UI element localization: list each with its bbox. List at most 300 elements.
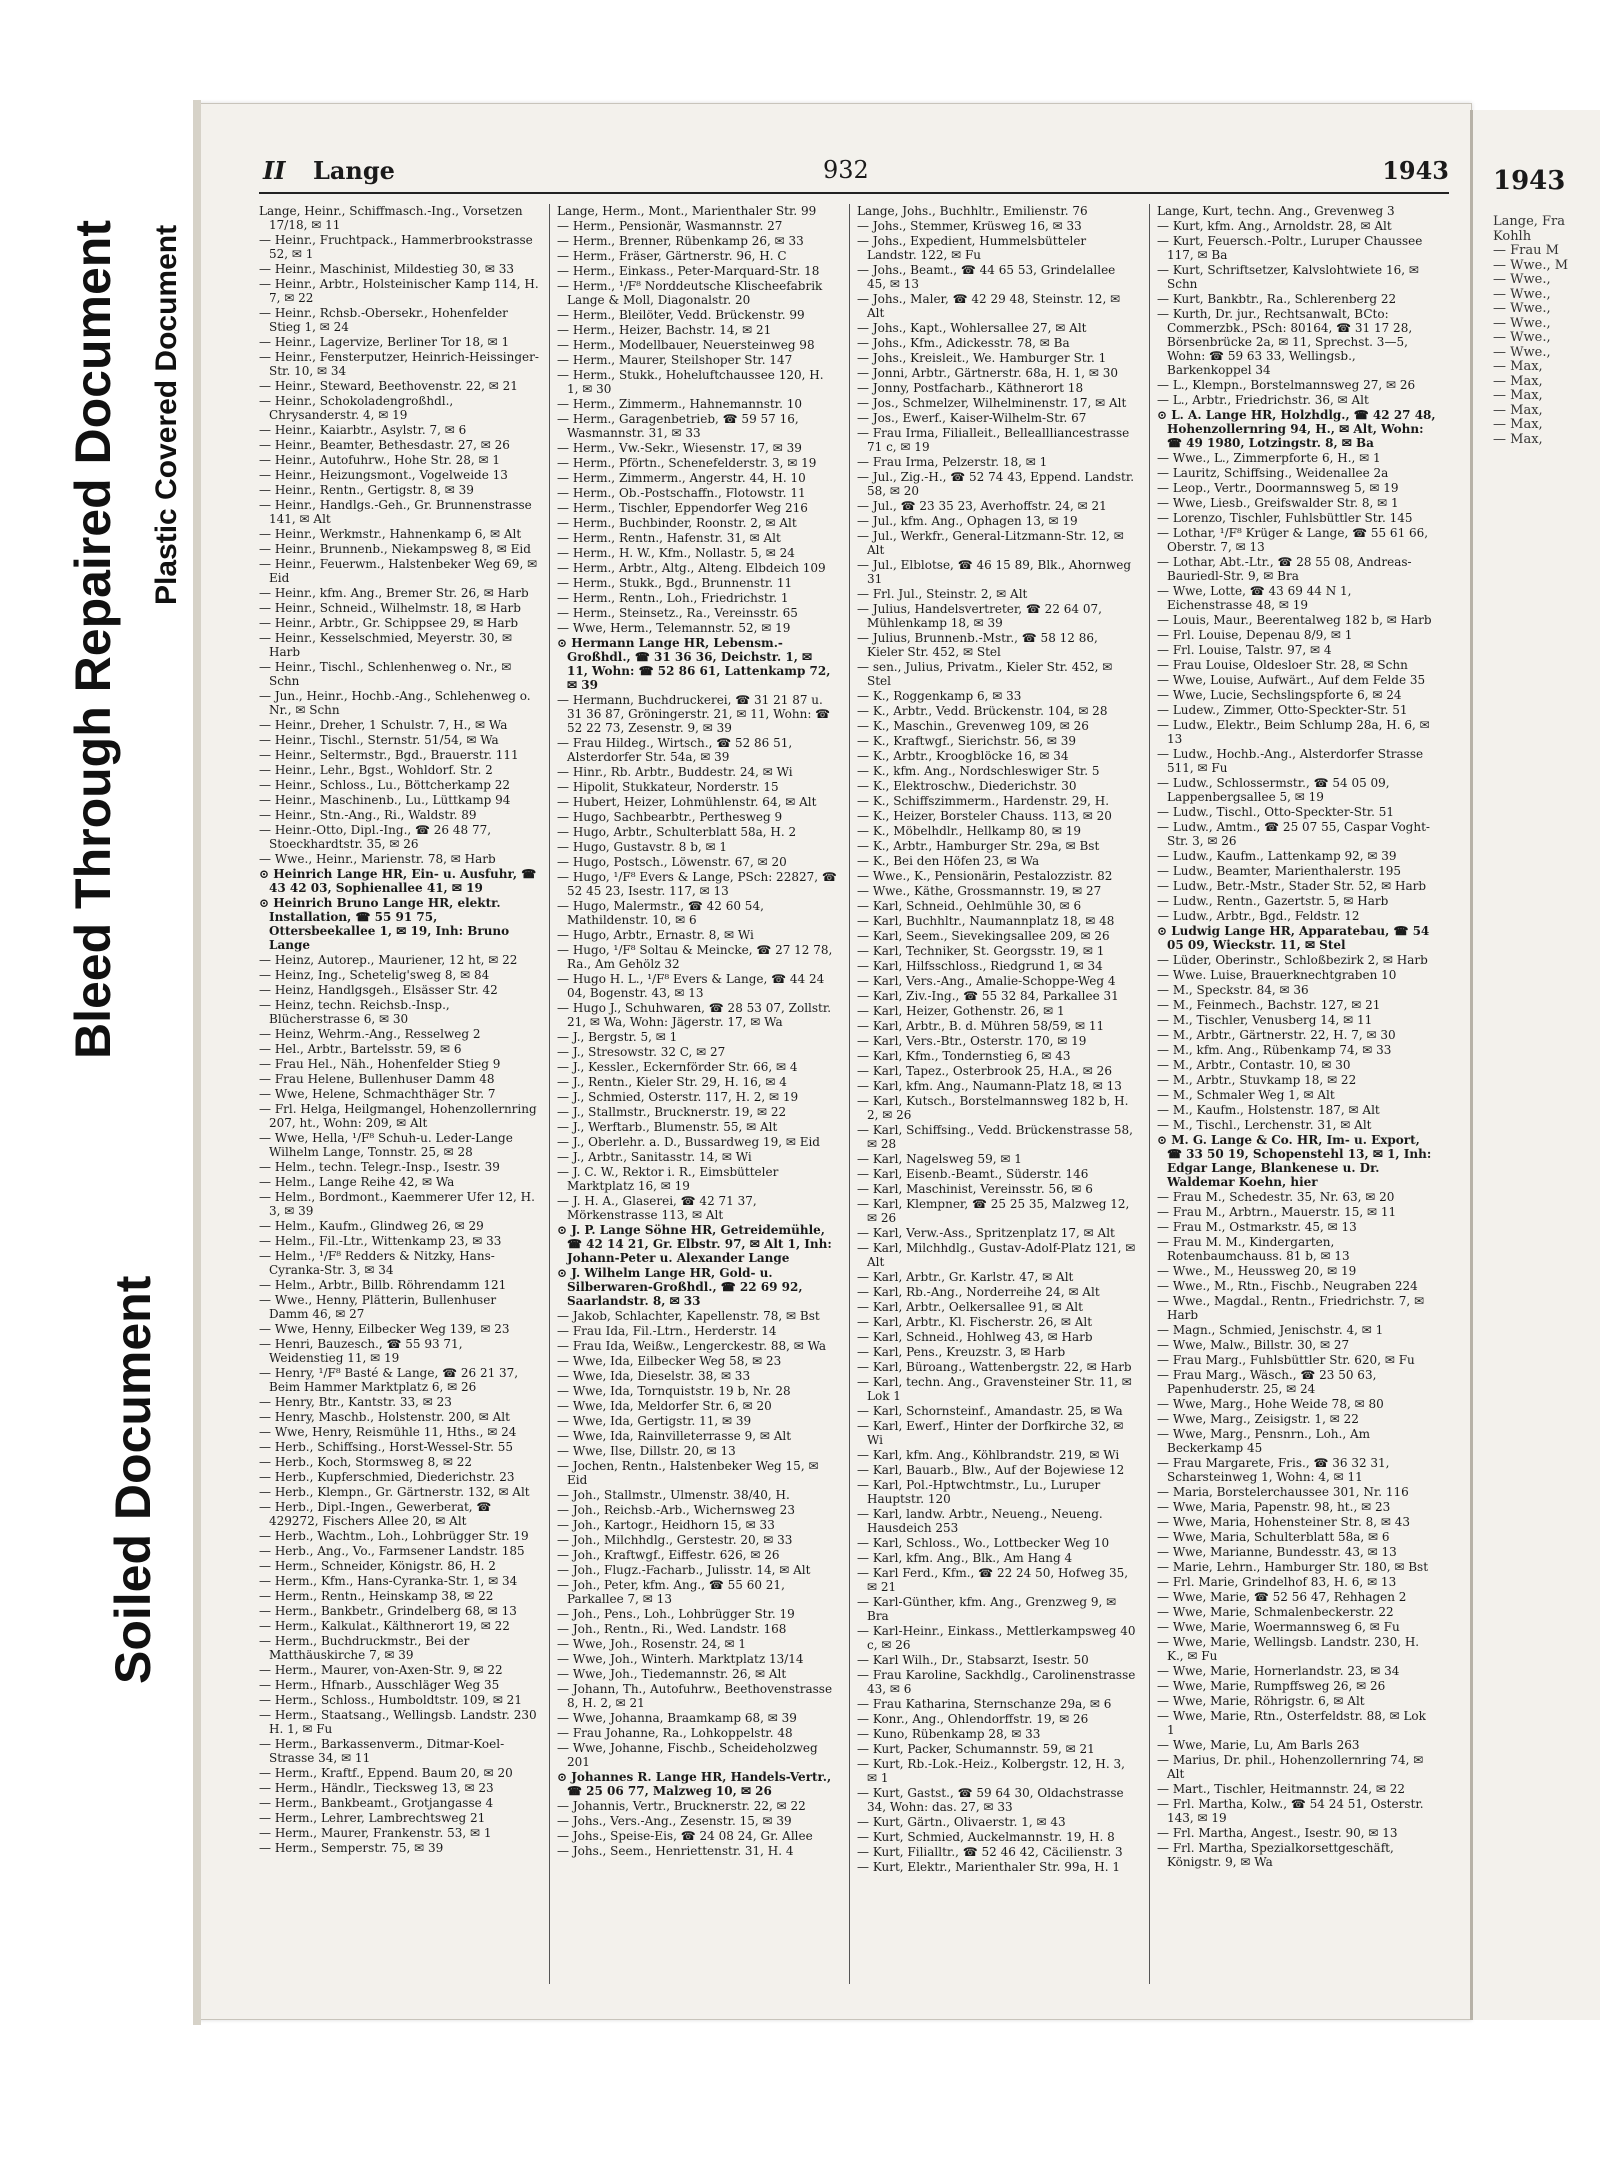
directory-entry: — M., Speckstr. 84, ✉ 36 bbox=[1157, 983, 1309, 997]
directory-entry: — Wwe, Joh., Tiedemannstr. 26, ✉ Alt bbox=[557, 1667, 787, 1681]
directory-entry: — Wwe, Henny, Eilbecker Weg 139, ✉ 23 bbox=[259, 1322, 510, 1336]
directory-entry: — Herm., Hfnarb., Ausschläger Weg 35 bbox=[259, 1678, 500, 1692]
directory-entry: — Herm., Stukk., Bgd., Brunnenstr. 11 bbox=[557, 576, 793, 590]
next-page-line: Lange, Fra bbox=[1493, 214, 1566, 229]
directory-entry: — Heinz, techn. Reichsb.-Insp., Blücherstrasse 6, ✉ 30 bbox=[259, 998, 450, 1026]
directory-entry: — Wwe, Ida, Meldorfer Str. 6, ✉ 20 bbox=[557, 1399, 772, 1413]
directory-entry: — Karl, Schornsteinf., Amandastr. 25, ✉ Wa bbox=[857, 1404, 1123, 1418]
directory-entry: — Helm., techn. Telegr.-Insp., Isestr. 39 bbox=[259, 1160, 500, 1174]
directory-entry: — Jul., kfm. Ang., Ophagen 13, ✉ 19 bbox=[857, 514, 1078, 528]
directory-entry: — Hugo J., Schuhwaren, ☎ 28 53 07, Zollstr. 21, ✉ Wa, Wohn: Jägerstr. 17, ✉ Wa bbox=[557, 1001, 832, 1029]
directory-entry: — Kurt, Feuersch.-Poltr., Luruper Chaussee 117, ✉ Ba bbox=[1157, 234, 1423, 262]
directory-entry: — Heinr., Arbtr., Holsteinischer Kamp 114, H. 7, ✉ 22 bbox=[259, 277, 539, 305]
directory-entry: — Frl. Martha, Kolw., ☎ 54 24 51, Osterstr. 143, ✉ 19 bbox=[1157, 1797, 1424, 1825]
directory-entry: — Karl, kfm. Ang., Naumann-Platz 18, ✉ 13 bbox=[857, 1079, 1122, 1093]
directory-entry: — Ludw., Kaufm., Lattenkamp 92, ✉ 39 bbox=[1157, 849, 1397, 863]
directory-entry: — Karl, Arbtr., Gr. Karlstr. 47, ✉ Alt bbox=[857, 1270, 1074, 1284]
next-page-line: — Frau M bbox=[1493, 243, 1559, 258]
directory-entry: — Hinr., Rb. Arbtr., Buddestr. 24, ✉ Wi bbox=[557, 765, 793, 779]
directory-entry: — Henry, Btr., Kantstr. 33, ✉ 23 bbox=[259, 1395, 452, 1409]
directory-entry: — Karl, Rb.-Ang., Norderreihe 24, ✉ Alt bbox=[857, 1285, 1100, 1299]
directory-entry: — Heinz, Autorep., Mauriener, 12 ht, ✉ 22 bbox=[259, 953, 518, 967]
directory-entry: — Herm., Pensionär, Wasmannstr. 27 bbox=[557, 219, 783, 233]
directory-entry: — J. C. W., Rektor i. R., Eimsbütteler Marktplatz 16, ✉ 19 bbox=[557, 1165, 779, 1193]
directory-entry: — Frl. Louise, Talstr. 97, ✉ 4 bbox=[1157, 643, 1332, 657]
directory-entry: — Herm., Händlr., Tiecksweg 13, ✉ 23 bbox=[259, 1781, 494, 1795]
directory-entry: — M., kfm. Ang., Rübenkamp 74, ✉ 33 bbox=[1157, 1043, 1392, 1057]
next-page-edge bbox=[1470, 110, 1600, 2020]
directory-entry: — L., Klempn., Borstelmannsweg 27, ✉ 26 bbox=[1157, 378, 1416, 392]
directory-entry: — Johs., Maler, ☎ 42 29 48, Steinstr. 12, ✉ Alt bbox=[857, 292, 1121, 320]
directory-entry: — Karl, Hilfsschloss., Riedgrund 1, ✉ 34 bbox=[857, 959, 1103, 973]
directory-entry: — Joh., Milchhdlg., Gerstestr. 20, ✉ 33 bbox=[557, 1533, 793, 1547]
directory-entry: — Karl, Eisenb.-Beamt., Süderstr. 146 bbox=[857, 1167, 1089, 1181]
page-section-number: II bbox=[263, 156, 286, 185]
next-page-line: — Wwe., bbox=[1493, 344, 1551, 360]
directory-entry: — Kurt, Elektr., Marienthaler Str. 99a, H. 1 bbox=[857, 1860, 1120, 1874]
directory-entry: — Herb., Kupferschmied, Diederichstr. 23 bbox=[259, 1470, 515, 1484]
directory-entry: — Wwe, Ida, Rainvilleterrasse 9, ✉ Alt bbox=[557, 1429, 792, 1443]
directory-entry: — Lauritz, Schiffsing., Weidenallee 2a bbox=[1157, 466, 1389, 480]
directory-entry: — Kurt, Packer, Schumannstr. 59, ✉ 21 bbox=[857, 1742, 1095, 1756]
directory-entry: — Jul., ☎ 23 35 23, Averhoffstr. 24, ✉ 21 bbox=[857, 499, 1107, 513]
directory-entry: — Joh., Flugz.-Facharb., Julisstr. 14, ✉ Alt bbox=[557, 1563, 811, 1577]
directory-entry: — Karl-Heinr., Einkass., Mettlerkampsweg 40 c, ✉ 26 bbox=[857, 1624, 1136, 1652]
directory-entry: — Karl, Buchhltr., Naumannplatz 18, ✉ 48 bbox=[857, 914, 1115, 928]
directory-entry: — Herm., Garagenbetrieb, ☎ 59 57 16, Wasmannstr. 31, ✉ 33 bbox=[557, 412, 799, 440]
directory-entry: — Herm., H. W., Kfm., Nollastr. 5, ✉ 24 bbox=[557, 546, 795, 560]
column-divider bbox=[1149, 204, 1150, 1984]
directory-entry: — Henri, Bauzesch., ☎ 55 93 71, Weidenstieg 11, ✉ 19 bbox=[259, 1337, 463, 1365]
directory-entry: — Herm., Ob.-Postschaffn., Flotowstr. 11 bbox=[557, 486, 806, 500]
directory-entry: — Maria, Borstelerchaussee 301, Nr. 116 bbox=[1157, 1485, 1409, 1499]
directory-entry: — Hugo, Malermstr., ☎ 42 60 54, Mathildenstr. 10, ✉ 6 bbox=[557, 899, 764, 927]
directory-entry: — K., Schiffszimmerm., Hardenstr. 29, H. bbox=[857, 794, 1110, 808]
next-page-line: — Wwe., bbox=[1493, 330, 1551, 345]
directory-entry: — Herm., Kalkulat., Kälthnerort 19, ✉ 22 bbox=[259, 1619, 510, 1633]
directory-entry: — Karl, Pol.-Hptwchtmstr., Lu., Luruper Hauptstr. 120 bbox=[857, 1478, 1101, 1506]
directory-entry: — Karl, Schiffsing., Vedd. Brückenstrasse 58, ✉ 28 bbox=[857, 1123, 1133, 1151]
directory-entry: — K., Bei den Höfen 23, ✉ Wa bbox=[857, 854, 1040, 868]
directory-entry: ⊙ Ludwig Lange HR, Apparatebau, ☎ 54 05 09, Wieckstr. 11, ✉ Stel bbox=[1157, 924, 1430, 952]
directory-entry: — Heinr., Fruchtpack., Hammerbrookstrasse 52, ✉ 1 bbox=[259, 233, 533, 261]
directory-entry: — Wwe, Marg., Pensnrn., Loh., Am Beckerkamp 45 bbox=[1157, 1427, 1371, 1455]
directory-entry: — Herm., Schneider, Königstr. 86, H. 2 bbox=[259, 1559, 496, 1573]
next-page-year: 1943 bbox=[1493, 166, 1566, 196]
directory-entry: — Herb., Ang., Vo., Farmsener Landstr. 185 bbox=[259, 1544, 525, 1558]
next-page-line: — Max, bbox=[1493, 359, 1543, 374]
directory-entry: — Helm., Lange Reihe 42, ✉ Wa bbox=[259, 1175, 455, 1189]
directory-entry: — Frau Irma, Pelzerstr. 18, ✉ 1 bbox=[857, 455, 1048, 469]
directory-entry: — Johs., Kfm., Adickesstr. 78, ✉ Ba bbox=[857, 336, 1070, 350]
directory-entry: — Heinr., Fensterputzer, Heinrich-Heissinger-Str. 10, ✉ 34 bbox=[259, 350, 539, 378]
directory-entry: — M., Arbtr., Contastr. 10, ✉ 30 bbox=[1157, 1058, 1351, 1072]
directory-entry: — Frau M. M., Kindergarten, Rotenbaumchauss. 81 b, ✉ 13 bbox=[1157, 1235, 1350, 1263]
directory-entry: — Wwe, Maria, Papenstr. 98, ht., ✉ 23 bbox=[1157, 1500, 1391, 1514]
next-page-line: — Wwe., M bbox=[1493, 257, 1569, 273]
directory-entry: — Helm., Bordmont., Kaemmerer Ufer 12, H. 3, ✉ 39 bbox=[259, 1190, 535, 1218]
directory-entry: — Joh., Pens., Loh., Lohbrügger Str. 19 bbox=[557, 1607, 795, 1621]
directory-entry: — Karl, Ziv.-Ing., ☎ 55 32 84, Parkallee 31 bbox=[857, 989, 1119, 1003]
column-divider bbox=[849, 204, 850, 1984]
directory-entry: — Joh., Rentn., Ri., Wed. Landstr. 168 bbox=[557, 1622, 787, 1636]
page-catchword: Lange bbox=[313, 156, 395, 185]
directory-entry: — Frau Katharina, Sternschanze 29a, ✉ 6 bbox=[857, 1697, 1112, 1711]
directory-entry: ⊙ M. G. Lange & Co. HR, Im- u. Export, ☎ 33 50 19, Schopenstehl 13, ✉ 1, Inh: Edgar Lange, Blankenese u. Dr. Waldemar Koehn, hier bbox=[1157, 1133, 1432, 1189]
directory-entry: — Frau Louise, Oldesloer Str. 28, ✉ Schn bbox=[1157, 658, 1408, 672]
directory-entry: — Julius, Handelsvertreter, ☎ 22 64 07, Mühlenkamp 18, ✉ 39 bbox=[857, 602, 1102, 630]
directory-entry: — Karl, Ewerf., Hinter der Dorfkirche 32, ✉ Wi bbox=[857, 1419, 1124, 1447]
directory-entry: — Heinr., Steward, Beethovenstr. 22, ✉ 21 bbox=[259, 379, 518, 393]
directory-entry: — Ludw., Beamter, Marienthalerstr. 195 bbox=[1157, 864, 1402, 878]
directory-entry: — Heinr., Lehr., Bgst., Wohldorf. Str. 2 bbox=[259, 763, 493, 777]
directory-entry: — J., Werftarb., Blumenstr. 55, ✉ Alt bbox=[557, 1120, 778, 1134]
directory-entry: — Wwe, Marie, Röhrigstr. 6, ✉ Alt bbox=[1157, 1694, 1365, 1708]
soiled-document-label: Soiled Document bbox=[105, 1275, 161, 1685]
directory-entry: — Wwe, Helene, Schmachthäger Str. 7 bbox=[259, 1087, 496, 1101]
directory-entry: — Wwe, Marg., Zeisigstr. 1, ✉ 22 bbox=[1157, 1412, 1359, 1426]
directory-entry: — Frau Karoline, Sackhdlg., Carolinenstrasse 43, ✉ 6 bbox=[857, 1668, 1136, 1696]
directory-entry: — Wwe. Luise, Brauerknechtgraben 10 bbox=[1157, 968, 1397, 982]
directory-entry: — Jos., Ewerf., Kaiser-Wilhelm-Str. 67 bbox=[857, 411, 1087, 425]
directory-entry: Lange, Herm., Mont., Marienthaler Str. 99 bbox=[557, 204, 817, 218]
directory-entry: — Karl, Verw.-Ass., Spritzenplatz 17, ✉ Alt bbox=[857, 1226, 1115, 1240]
directory-entry: — Helm., ¹/F⁸ Redders & Nitzky, Hans-Cyranka-Str. 3, ✉ 34 bbox=[259, 1249, 495, 1277]
directory-entry: — Wwe, Maria, Schulterblatt 58a, ✉ 6 bbox=[1157, 1530, 1390, 1544]
directory-entry: — Helm., Kaufm., Glindweg 26, ✉ 29 bbox=[259, 1219, 484, 1233]
next-page-line: — Wwe., bbox=[1493, 301, 1551, 316]
directory-entry: — Wwe, Marie, Hornerlandstr. 23, ✉ 34 bbox=[1157, 1664, 1400, 1678]
directory-entry: — K., Möbelhdlr., Hellkamp 80, ✉ 19 bbox=[857, 824, 1082, 838]
directory-entry: — M., Tischl., Lerchenstr. 31, ✉ Alt bbox=[1157, 1118, 1372, 1132]
directory-entry: — Herm., Barkassenverm., Ditmar-Koel-Strasse 34, ✉ 11 bbox=[259, 1737, 505, 1765]
column-3 bbox=[857, 204, 1137, 1994]
directory-entry: ⊙ Heinrich Lange HR, Ein- u. Ausfuhr, ☎ 43 42 03, Sophienallee 41, ✉ 19 bbox=[259, 867, 537, 895]
directory-entry: — Herm., Staatsang., Wellingsb. Landstr. 230 H. 1, ✉ Fu bbox=[259, 1708, 537, 1736]
directory-entry: — Heinr., Kaiarbtr., Asylstr. 7, ✉ 6 bbox=[259, 423, 467, 437]
directory-entry: — Herb., Wachtm., Loh., Lohbrügger Str. 19 bbox=[259, 1529, 529, 1543]
directory-entry: — M., Arbtr., Stuvkamp 18, ✉ 22 bbox=[1157, 1073, 1357, 1087]
page-header bbox=[263, 156, 1449, 196]
directory-entry: — Lüder, Oberinstr., Schloßbezirk 2, ✉ Harb bbox=[1157, 953, 1428, 967]
directory-entry: — Helm., Arbtr., Billb. Röhrendamm 121 bbox=[259, 1278, 507, 1292]
directory-entry: — Jul., Zig.-H., ☎ 52 74 43, Eppend. Landstr. 58, ✉ 20 bbox=[857, 470, 1135, 498]
directory-entry: — Frau Ida, Weißw., Lengerckestr. 88, ✉ Wa bbox=[557, 1339, 827, 1353]
directory-entry: — Heinr., Brunnenb., Niekampsweg 8, ✉ Eid bbox=[259, 542, 531, 556]
directory-entry: — Herm., Maurer, Frankenstr. 53, ✉ 1 bbox=[259, 1826, 492, 1840]
directory-entry: — Karl, Schneid., Hohlweg 43, ✉ Harb bbox=[857, 1330, 1093, 1344]
directory-entry: — Johs., Expedient, Hummelsbütteler Landstr. 122, ✉ Fu bbox=[857, 234, 1087, 262]
directory-entry: — Wwe, Louise, Aufwärt., Auf dem Felde 35 bbox=[1157, 673, 1426, 687]
directory-entry: — Wwe, Liesb., Greifswalder Str. 8, ✉ 1 bbox=[1157, 496, 1399, 510]
column-4 bbox=[1157, 204, 1437, 1994]
directory-entry: — Heinr., Dreher, 1 Schulstr. 7, H., ✉ Wa bbox=[259, 718, 508, 732]
directory-entry: — Heinr., Schneid., Wilhelmstr. 18, ✉ Harb bbox=[259, 601, 521, 615]
directory-entry: — Wwe, Marg., Hohe Weide 78, ✉ 80 bbox=[1157, 1397, 1384, 1411]
next-page-line: — Max, bbox=[1493, 417, 1543, 432]
directory-entry: — Herm., Brenner, Rübenkamp 26, ✉ 33 bbox=[557, 234, 804, 248]
directory-entry: — Wwe., Henny, Plätterin, Bullenhuser Damm 46, ✉ 27 bbox=[259, 1293, 497, 1321]
plastic-covered-label: Plastic Covered Document bbox=[150, 224, 183, 606]
next-page-line: — Wwe., bbox=[1493, 315, 1551, 331]
directory-entry: — Jul., Elblotse, ☎ 46 15 89, Blk., Ahornweg 31 bbox=[857, 558, 1132, 586]
directory-entry: — Hel., Arbtr., Bartelsstr. 59, ✉ 6 bbox=[259, 1042, 462, 1056]
directory-entry: — Marie, Lehrn., Hamburger Str. 180, ✉ Bst bbox=[1157, 1560, 1429, 1574]
directory-entry: — Herm., Rentn., Hafenstr. 31, ✉ Alt bbox=[557, 531, 781, 545]
directory-entry: — Wwe, Malw., Billstr. 30, ✉ 27 bbox=[1157, 1338, 1350, 1352]
directory-entry: — Kurt, Filialltr., ☎ 52 46 42, Cäcilienstr. 3 bbox=[857, 1845, 1123, 1859]
directory-entry: — M., Tischler, Venusberg 14, ✉ 11 bbox=[1157, 1013, 1373, 1027]
directory-entry: — Heinr., Tischl., Sternstr. 51/54, ✉ Wa bbox=[259, 733, 499, 747]
directory-entry: — Wwe, Johanne, Fischb., Scheideholzweg 201 bbox=[557, 1741, 818, 1769]
directory-entry: — Jonny, Postfacharb., Käthnerort 18 bbox=[857, 381, 1084, 395]
directory-entry: — Herm., Rentn., Loh., Friedrichstr. 1 bbox=[557, 591, 789, 605]
directory-entry: — Herm., Kraftf., Eppend. Baum 20, ✉ 20 bbox=[259, 1766, 513, 1780]
directory-entry: — Herm., Steinsetz., Ra., Vereinsstr. 65 bbox=[557, 606, 798, 620]
directory-entry: — Heinr., Seltermstr., Bgd., Brauerstr. 111 bbox=[259, 748, 519, 762]
directory-entry: — Karl, Vers.-Ang., Amalie-Schoppe-Weg 4 bbox=[857, 974, 1116, 988]
directory-entry: — Henry, ¹/F⁸ Basté & Lange, ☎ 26 21 37, Beim Hammer Marktplatz 6, ✉ 26 bbox=[259, 1366, 519, 1394]
directory-entry: — Frl. Jul., Steinstr. 2, ✉ Alt bbox=[857, 587, 1028, 601]
next-page-line: — Max, bbox=[1493, 431, 1543, 447]
directory-entry: — Herm., Heizer, Bachstr. 14, ✉ 21 bbox=[557, 323, 772, 337]
directory-entry: — Lothar, Abt.-Ltr., ☎ 28 55 08, Andreas-Bauriedl-Str. 9, ✉ Bra bbox=[1157, 555, 1412, 583]
directory-entry: — Hugo, ¹/F⁸ Evers & Lange, PSch: 22827, ☎ 52 45 23, Isestr. 117, ✉ 13 bbox=[557, 870, 837, 898]
next-page-stub bbox=[1493, 215, 1600, 447]
directory-entry: — Wwe., L., Zimmerpforte 6, H., ✉ 1 bbox=[1157, 451, 1381, 465]
directory-entry: — J., Rentn., Kieler Str. 29, H. 16, ✉ 4 bbox=[557, 1075, 787, 1089]
directory-entry: — Wwe., Käthe, Grossmannstr. 19, ✉ 27 bbox=[857, 884, 1102, 898]
directory-entry: — K., Kraftwgf., Sierichstr. 56, ✉ 39 bbox=[857, 734, 1076, 748]
directory-entry: — L., Arbtr., Friedrichstr. 36, ✉ Alt bbox=[1157, 393, 1369, 407]
column-2 bbox=[557, 204, 837, 1994]
directory-entry: — Herm., Bleilöter, Vedd. Brückenstr. 99 bbox=[557, 308, 805, 322]
next-page-line: — Max, bbox=[1493, 402, 1543, 418]
directory-entry: — Karl, Kfm., Tondernstieg 6, ✉ 43 bbox=[857, 1049, 1071, 1063]
directory-entry: — Johs., Kapt., Wohlersallee 27, ✉ Alt bbox=[857, 321, 1087, 335]
directory-entry: — Herm., Buchbinder, Roonstr. 2, ✉ Alt bbox=[557, 516, 797, 530]
directory-entry: — Wwe, Herm., Telemannstr. 52, ✉ 19 bbox=[557, 621, 791, 635]
directory-entry: — Johs., Kreisleit., We. Hamburger Str. 1 bbox=[857, 351, 1107, 365]
directory-entry: — J., Bergstr. 5, ✉ 1 bbox=[557, 1030, 678, 1044]
directory-entry: — Frau M., Arbtrn., Mauerstr. 15, ✉ 11 bbox=[1157, 1205, 1397, 1219]
directory-entry: — Joh., Stallmstr., Ulmenstr. 38/40, H. bbox=[557, 1488, 790, 1502]
directory-entry: — Herm., Arbtr., Altg., Alteng. Elbdeich 109 bbox=[557, 561, 826, 575]
directory-page bbox=[198, 103, 1472, 2020]
directory-entry: — Heinr., kfm. Ang., Bremer Str. 26, ✉ Harb bbox=[259, 586, 529, 600]
directory-entry: — Karl, landw. Arbtr., Neueng., Neueng. Hausdeich 253 bbox=[857, 1507, 1103, 1535]
directory-entry: — K., Roggenkamp 6, ✉ 33 bbox=[857, 689, 1022, 703]
directory-entry: — Mart., Tischler, Heitmannstr. 24, ✉ 22 bbox=[1157, 1782, 1405, 1796]
directory-entry: — J., Stallmstr., Brucknerstr. 19, ✉ 22 bbox=[557, 1105, 787, 1119]
directory-entry: — Heinr.-Otto, Dipl.-Ing., ☎ 26 48 77, Stoeckhardtstr. 35, ✉ 26 bbox=[259, 823, 492, 851]
directory-entry: — Wwe., K., Pensionärin, Pestalozzistr. 82 bbox=[857, 869, 1113, 883]
directory-entry: — Ludew., Zimmer, Otto-Speckter-Str. 51 bbox=[1157, 703, 1408, 717]
directory-entry: — Wwe, Joh., Winterh. Marktplatz 13/14 bbox=[557, 1652, 804, 1666]
directory-entry: — Henry, Maschb., Holstenstr. 200, ✉ Alt bbox=[259, 1410, 510, 1424]
directory-entry: — Marius, Dr. phil., Hohenzollernring 74, ✉ Alt bbox=[1157, 1753, 1424, 1781]
directory-entry: — Karl-Günther, kfm. Ang., Grenzweg 9, ✉ Bra bbox=[857, 1595, 1117, 1623]
directory-entry: ⊙ Heinrich Bruno Lange HR, elektr. Installation, ☎ 55 91 75, Ottersbeekallee 1, ✉ 19, Inh: Bruno Lange bbox=[259, 896, 510, 952]
directory-entry: — Herm., Lehrer, Lambrechtsweg 21 bbox=[259, 1811, 486, 1825]
directory-entry: — Karl, Schneid., Oehlmühle 30, ✉ 6 bbox=[857, 899, 1082, 913]
directory-entry: — Kurt, Gastst., ☎ 59 64 30, Oldachstrasse 34, Wohn: das. 27, ✉ 33 bbox=[857, 1786, 1124, 1814]
directory-entry: — Herm., Maurer, von-Axen-Str. 9, ✉ 22 bbox=[259, 1663, 503, 1677]
directory-entry: — Heinr., Rchsb.-Obersekr., Hohenfelder Stieg 1, ✉ 24 bbox=[259, 306, 508, 334]
directory-entry: — Karl, Vers.-Btr., Osterstr. 170, ✉ 19 bbox=[857, 1034, 1087, 1048]
directory-entry: — Johs., Beamt., ☎ 44 65 53, Grindelallee 45, ✉ 13 bbox=[857, 263, 1116, 291]
directory-entry: — Ludw., Amtm., ☎ 25 07 55, Caspar Voght-Str. 3, ✉ 26 bbox=[1157, 820, 1430, 848]
directory-columns bbox=[259, 204, 1451, 2004]
directory-entry: — Wwe, Ida, Eilbecker Weg 58, ✉ 23 bbox=[557, 1354, 782, 1368]
directory-entry: — Karl, Büroang., Wattenbergstr. 22, ✉ Harb bbox=[857, 1360, 1132, 1374]
directory-entry: — Joh., Reichsb.-Arb., Wichernsweg 23 bbox=[557, 1503, 795, 1517]
directory-entry: — Karl, Arbtr., B. d. Mühren 58/59, ✉ 11 bbox=[857, 1019, 1105, 1033]
directory-entry: — Herm., ¹/F⁸ Norddeutsche Klischeefabrik Lange & Moll, Diagonalstr. 20 bbox=[557, 279, 823, 307]
directory-entry: — Karl, Techniker, St. Georgsstr. 19, ✉ 1 bbox=[857, 944, 1105, 958]
directory-entry: — Wwe., Heinr., Marienstr. 78, ✉ Harb bbox=[259, 852, 496, 866]
directory-entry: — M., Schmaler Weg 1, ✉ Alt bbox=[1157, 1088, 1335, 1102]
directory-entry: — Frau Ida, Fil.-Ltrn., Herderstr. 14 bbox=[557, 1324, 777, 1338]
directory-entry: — Heinr., Schloss., Lu., Böttcherkamp 22 bbox=[259, 778, 510, 792]
directory-entry: — Wwe, Ida, Tornquiststr. 19 b, Nr. 28 bbox=[557, 1384, 791, 1398]
directory-entry: ⊙ J. Wilhelm Lange HR, Gold- u. Silberwaren-Großhdl., ☎ 22 69 92, Saarlandstr. 8, ✉ 33 bbox=[557, 1266, 803, 1308]
directory-entry: — Kurt, Bankbtr., Ra., Schlerenberg 22 bbox=[1157, 292, 1397, 306]
directory-entry: — Hugo, ¹/F⁸ Soltau & Meincke, ☎ 27 12 78, Ra., Am Gehölz 32 bbox=[557, 943, 833, 971]
directory-entry: — Wwe, Marie, Schmalenbeckerstr. 22 bbox=[1157, 1605, 1394, 1619]
directory-entry: Lange, Heinr., Schiffmasch.-Ing., Vorsetzen 17/18, ✉ 11 bbox=[259, 204, 523, 232]
directory-entry: — Joh., Kartogr., Heidhorn 15, ✉ 33 bbox=[557, 1518, 775, 1532]
directory-entry: — Frl. Martha, Spezialkorsettgeschäft, Königstr. 9, ✉ Wa bbox=[1157, 1841, 1394, 1869]
directory-entry: — Karl, Milchhdlg., Gustav-Adolf-Platz 121, ✉ Alt bbox=[857, 1241, 1136, 1269]
directory-entry: — Wwe, Marie, Wellingsb. Landstr. 230, H. K., ✉ Fu bbox=[1157, 1635, 1420, 1663]
directory-entry: ⊙ J. P. Lange Söhne HR, Getreidemühle, ☎ 42 14 21, Gr. Elbstr. 97, ✉ Alt 1, Inh: Johann-Peter u. Alexander Lange bbox=[557, 1223, 832, 1265]
directory-entry: — Hugo, Gustavstr. 8 b, ✉ 1 bbox=[557, 840, 728, 854]
directory-entry: — Herm., Zimmerm., Angerstr. 44, H. 10 bbox=[557, 471, 806, 485]
directory-entry: — K., Arbtr., Kroogblöcke 16, ✉ 34 bbox=[857, 749, 1069, 763]
directory-entry: — Frau Margarete, Fris., ☎ 36 32 31, Scharsteinweg 1, Wohn: 4, ✉ 11 bbox=[1157, 1456, 1390, 1484]
directory-entry: — Herm., Buchdruckmstr., Bei der Matthäuskirche 7, ✉ 39 bbox=[259, 1634, 470, 1662]
directory-entry: — Ludw., Tischl., Otto-Speckter-Str. 51 bbox=[1157, 805, 1395, 819]
directory-entry: — K., kfm. Ang., Nordschleswiger Str. 5 bbox=[857, 764, 1100, 778]
directory-entry: ⊙ L. A. Lange HR, Holzhdlg., ☎ 42 27 48, Hohenzollernring 94, H., ✉ Alt, Wohn: ☎ 49 1980, Lotzingstr. 8, ✉ Ba bbox=[1157, 408, 1436, 450]
directory-entry: — Wwe, Marianne, Bundesstr. 43, ✉ 13 bbox=[1157, 1545, 1397, 1559]
directory-entry: — Frau Johanne, Ra., Lohkoppelstr. 48 bbox=[557, 1726, 793, 1740]
directory-entry: — Heinr., Rentn., Gertigstr. 8, ✉ 39 bbox=[259, 483, 474, 497]
directory-entry: — Ludw., Arbtr., Bgd., Feldstr. 12 bbox=[1157, 909, 1360, 923]
directory-entry: — Wwe, Ilse, Dillstr. 20, ✉ 13 bbox=[557, 1444, 736, 1458]
directory-entry: — Frau Irma, Filialleit., Belleallliancestrasse 71 c, ✉ 19 bbox=[857, 426, 1130, 454]
directory-entry: — Helm., Fil.-Ltr., Wittenkamp 23, ✉ 33 bbox=[259, 1234, 502, 1248]
directory-entry: — Lothar, ¹/F⁸ Krüger & Lange, ☎ 55 61 66, Oberstr. 7, ✉ 13 bbox=[1157, 526, 1429, 554]
directory-entry: — Lorenzo, Tischler, Fuhlsbüttler Str. 145 bbox=[1157, 511, 1413, 525]
directory-entry: — Heinz, Wehrm.-Ang., Resselweg 2 bbox=[259, 1027, 481, 1041]
directory-entry: — Karl, Maschinist, Vereinsstr. 56, ✉ 6 bbox=[857, 1182, 1093, 1196]
directory-entry: — Karl Wilh., Dr., Stabsarzt, Isestr. 50 bbox=[857, 1653, 1089, 1667]
directory-entry: — Herm., Tischler, Eppendorfer Weg 216 bbox=[557, 501, 808, 515]
directory-entry: — Hugo, Arbtr., Schulterblatt 58a, H. 2 bbox=[557, 825, 797, 839]
directory-entry: — Karl, Arbtr., Oelkersallee 91, ✉ Alt bbox=[857, 1300, 1083, 1314]
directory-entry: — Karl, Bauarb., Blw., Auf der Bojewiese 12 bbox=[857, 1463, 1125, 1477]
directory-entry: — Hugo, Arbtr., Ernastr. 8, ✉ Wi bbox=[557, 928, 754, 942]
directory-entry: Lange, Johs., Buchhltr., Emilienstr. 76 bbox=[857, 204, 1088, 218]
directory-entry: — K., Elektroschw., Diederichstr. 30 bbox=[857, 779, 1077, 793]
directory-entry: — Ludw., Elektr., Beim Schlump 28a, H. 6, ✉ 13 bbox=[1157, 718, 1430, 746]
directory-entry: — Wwe, Marie, Woermannsweg 6, ✉ Fu bbox=[1157, 1620, 1400, 1634]
directory-entry: ⊙ Johannes R. Lange HR, Handels-Vertr., ☎ 25 06 77, Malzweg 10, ✉ 26 bbox=[557, 1770, 832, 1798]
directory-entry: — Heinr., Handlgs.-Geh., Gr. Brunnenstrasse 141, ✉ Alt bbox=[259, 498, 532, 526]
directory-entry: — Heinr., Stn.-Ang., Ri., Waldstr. 89 bbox=[259, 808, 477, 822]
directory-entry: — Ludw., Hochb.-Ang., Alsterdorfer Strasse 511, ✉ Fu bbox=[1157, 747, 1424, 775]
directory-entry: — Wwe., M., Rtn., Fischb., Neugraben 224 bbox=[1157, 1279, 1418, 1293]
directory-entry: — Heinr., Heizungsmont., Vogelweide 13 bbox=[259, 468, 508, 482]
directory-entry: — Karl, Kutsch., Borstelmannsweg 182 b, H. 2, ✉ 26 bbox=[857, 1094, 1129, 1122]
directory-entry: — Jul., Werkfr., General-Litzmann-Str. 12, ✉ Alt bbox=[857, 529, 1124, 557]
next-page-line: — Max, bbox=[1493, 388, 1543, 403]
column-1 bbox=[259, 204, 539, 1994]
directory-entry: — Louis, Maur., Beerentalweg 182 b, ✉ Harb bbox=[1157, 613, 1432, 627]
directory-entry: — J., Oberlehr. a. D., Bussardweg 19, ✉ Eid bbox=[557, 1135, 820, 1149]
directory-entry: — Herm., Stukk., Hoheluftchaussee 120, H. 1, ✉ 30 bbox=[557, 368, 824, 396]
directory-entry: — Hugo, Postsch., Löwenstr. 67, ✉ 20 bbox=[557, 855, 787, 869]
directory-entry: — Karl, Heizer, Gothenstr. 26, ✉ 1 bbox=[857, 1004, 1065, 1018]
directory-entry: — sen., Julius, Privatm., Kieler Str. 452, ✉ Stel bbox=[857, 660, 1113, 688]
directory-entry: — Karl, Arbtr., Kl. Fischerstr. 26, ✉ Alt bbox=[857, 1315, 1093, 1329]
directory-entry: — Ludw., Betr.-Mstr., Stader Str. 52, ✉ Harb bbox=[1157, 879, 1427, 893]
directory-entry: — Frau Hel., Näh., Hohenfelder Stieg 9 bbox=[259, 1057, 501, 1071]
directory-entry: — Jun., Heinr., Hochb.-Ang., Schlehenweg o. Nr., ✉ Schn bbox=[259, 689, 531, 717]
directory-entry: — Hugo, Sachbearbtr., Perthesweg 9 bbox=[557, 810, 783, 824]
directory-entry: — Heinr., Tischl., Schlenhenweg o. Nr., ✉ Schn bbox=[259, 660, 512, 688]
directory-entry: — Karl, kfm. Ang., Blk., Am Hang 4 bbox=[857, 1551, 1073, 1565]
directory-entry: — Frau M., Ostmarkstr. 45, ✉ 13 bbox=[1157, 1220, 1357, 1234]
directory-entry: — M., Arbtr., Gärtnerstr. 22, H. 7, ✉ 30 bbox=[1157, 1028, 1396, 1042]
directory-entry: — Herm., Bankbetr., Grindelberg 68, ✉ 13 bbox=[259, 1604, 517, 1618]
directory-entry: — Leop., Vertr., Doormannsweg 5, ✉ 19 bbox=[1157, 481, 1399, 495]
header-rule bbox=[259, 192, 1449, 194]
directory-entry: — J., Schmied, Osterstr. 117, H. 2, ✉ 19 bbox=[557, 1090, 799, 1104]
directory-entry: — Herm., Vw.-Sekr., Wiesenstr. 17, ✉ 39 bbox=[557, 441, 802, 455]
next-page-line: — Wwe., bbox=[1493, 272, 1551, 287]
directory-entry: — Frau M., Schedestr. 35, Nr. 63, ✉ 20 bbox=[1157, 1190, 1395, 1204]
bleed-through-label: Bleed Through Repaired Document bbox=[65, 220, 121, 1060]
directory-entry: — Karl, kfm. Ang., Köhlbrandstr. 219, ✉ Wi bbox=[857, 1448, 1120, 1462]
directory-entry: — J. H. A., Glaserei, ☎ 42 71 37, Mörkenstrasse 113, ✉ Alt bbox=[557, 1194, 757, 1222]
directory-entry: — Kurt, Rb.-Lok.-Heiz., Kolbergstr. 12, H. 3, ✉ 1 bbox=[857, 1757, 1125, 1785]
directory-entry: — Jakob, Schlachter, Kapellenstr. 78, ✉ Bst bbox=[557, 1309, 820, 1323]
page-year: 1943 bbox=[1382, 156, 1449, 185]
directory-entry: — Wwe, Lucie, Sechslingspforte 6, ✉ 24 bbox=[1157, 688, 1402, 702]
directory-entry: — Karl, Seem., Sievekingsallee 209, ✉ 26 bbox=[857, 929, 1110, 943]
directory-entry: — Frau Marg., Wäsch., ☎ 23 50 63, Papenhuderstr. 25, ✉ 24 bbox=[1157, 1368, 1377, 1396]
directory-entry: — Heinr., Werkmstr., Hahnenkamp 6, ✉ Alt bbox=[259, 527, 522, 541]
directory-entry: — Karl, Klempner, ☎ 25 25 35, Malzweg 12, ✉ 26 bbox=[857, 1197, 1130, 1225]
directory-entry: — Karl, Schloss., Wo., Lottbecker Weg 10 bbox=[857, 1536, 1110, 1550]
directory-entry: — Wwe, Marie, Rtn., Osterfeldstr. 88, ✉ Lok 1 bbox=[1157, 1709, 1426, 1737]
directory-entry: — Heinr., Schokoladengroßhdl., Chrysanderstr. 4, ✉ 19 bbox=[259, 394, 454, 422]
directory-entry: — Joh., Kraftwgf., Eiffestr. 626, ✉ 26 bbox=[557, 1548, 780, 1562]
directory-entry: — Frl. Martha, Angest., Isestr. 90, ✉ 13 bbox=[1157, 1826, 1398, 1840]
directory-entry: — Kurt, Gärtn., Olivaerstr. 1, ✉ 43 bbox=[857, 1815, 1066, 1829]
directory-entry: — Wwe, Ida, Dieselstr. 38, ✉ 33 bbox=[557, 1369, 751, 1383]
directory-entry: — Karl, Pens., Kreuzstr. 3, ✉ Harb bbox=[857, 1345, 1066, 1359]
directory-entry: — Magn., Schmied, Jenischstr. 4, ✉ 1 bbox=[1157, 1323, 1384, 1337]
column-divider bbox=[549, 204, 550, 1984]
directory-entry: — Kurth, Dr. jur., Rechtsanwalt, BCto: Commerzbk., PSch: 80164, ☎ 31 17 28, Börsenbrücke 2a, ✉ 11, Sprechst. 3—5, Wohn: ☎ 59 63 33, Wellingsb., Barkenkoppel 34 bbox=[1157, 307, 1413, 377]
directory-entry: — Frau Hildeg., Wirtsch., ☎ 52 86 51, Alsterdorfer Str. 54a, ✉ 39 bbox=[557, 736, 793, 764]
directory-entry: — Wwe., M., Heussweg 20, ✉ 19 bbox=[1157, 1264, 1357, 1278]
directory-entry: — Herm., Zimmerm., Hahnemannstr. 10 bbox=[557, 397, 802, 411]
